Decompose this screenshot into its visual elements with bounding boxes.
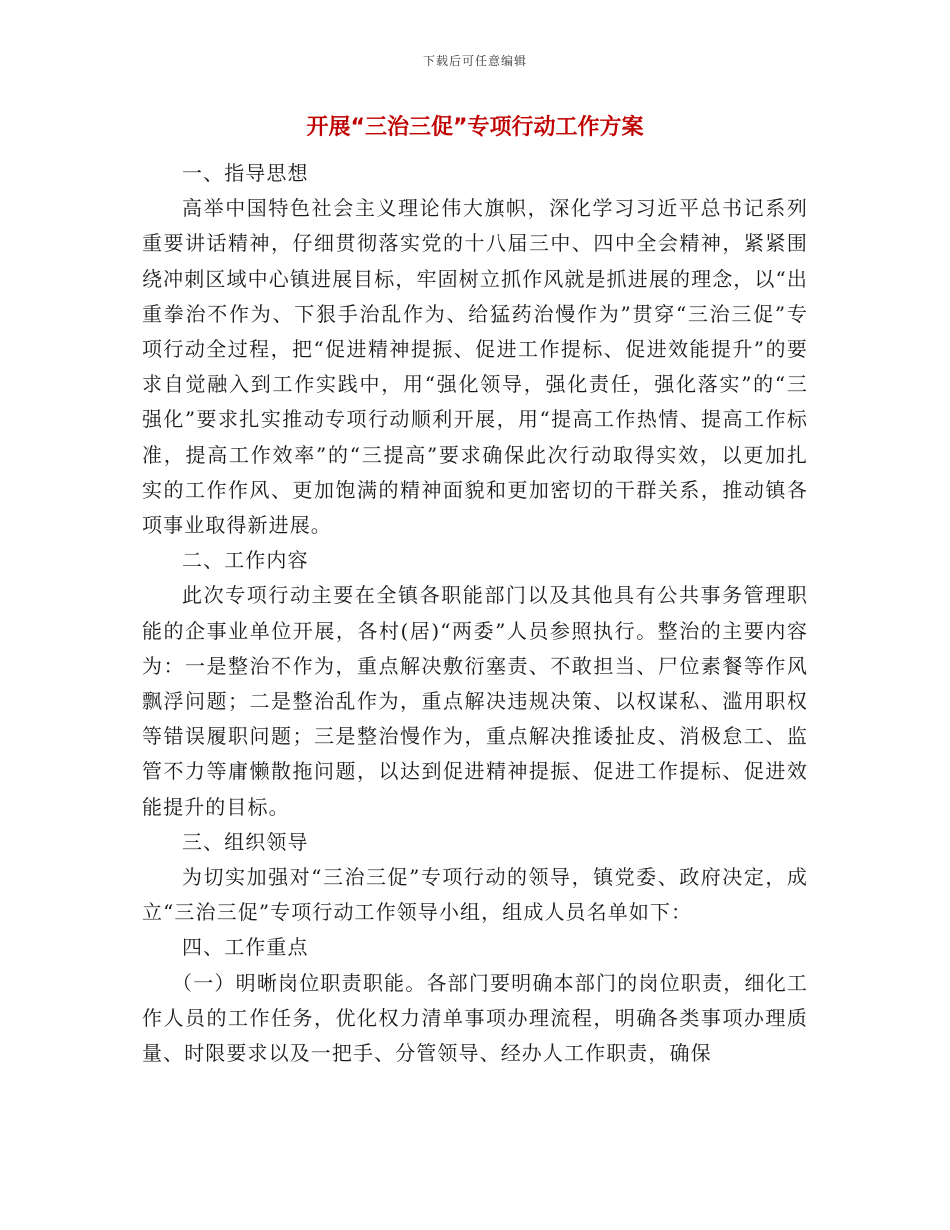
section-heading-work-focus: 四、工作重点 [182, 935, 309, 960]
section-heading-organization: 三、组织领导 [182, 829, 309, 854]
document-title: 开展“三治三促”专项行动工作方案 [306, 115, 644, 140]
paragraph-organization: 为切实加强对“三治三促”专项行动的领导，镇党委、政府决定，成立“三治三促”专项行动工作领导小组，组成人员名单如下： [142, 865, 808, 925]
document-body [142, 156, 808, 1071]
paragraph-work-focus-item-1: （一）明晰岗位职责职能。各部门要明确本部门的岗位职责，细化工作人员的工作任务，优化权力清单事项办理流程，明确各类事项办理质量、时限要求以及一把手、分管领导、经办人工作职责，确保 [142, 970, 808, 1066]
section-heading-guiding-ideology: 一、指导思想 [182, 161, 309, 185]
section-heading-work-content: 二、工作内容 [182, 548, 309, 573]
paragraph-guiding-ideology: 高举中国特色社会主义理论伟大旗帜，深化学习习近平总书记系列重要讲话精神，仔细贯彻落实党的十八届三中、四中全会精神，紧紧围绕冲刺区域中心镇进展目标，牢固树立抓作风就是抓进展的理念，以“出重拳治不作为、下狠手治乱作为、给猛药治慢作为”贯穿“三治三促”专项行动全过程，把“促进精神提振、促进工作提标、促进效能提升”的要求自觉融入到工作实践中，用“强化领导，强化责任，强化落实”的“三强化”要求扎实推动专项行动顺利开展，用“提高工作热情、提高工作标准，提高工作效率”的“三提高”要求确保此次行动取得实效，以更加扎实的工作作风、更加饱满的精神面貌和更加密切的干群关系，推动镇各项事业取得新进展。 [142, 196, 808, 538]
paragraph-work-content: 此次专项行动主要在全镇各职能部门以及其他具有公共事务管理职能的企事业单位开展，各村(居)“两委”人员参照执行。整治的主要内容为：一是整治不作为，重点解决敷衍塞责、不敢担当、尸位素餐等作风飘浮问题；二是整治乱作为，重点解决违规决策、以权谋私、滥用职权等错误履职问题；三是整治慢作为，重点解决推诿扯皮、消极怠工、监管不力等庸懒散拖问题，以达到促进精神提振、促进工作提标、促进效能提升的目标。 [142, 583, 808, 819]
page-header-watermark: 下载后可任意编辑 [422, 54, 527, 68]
